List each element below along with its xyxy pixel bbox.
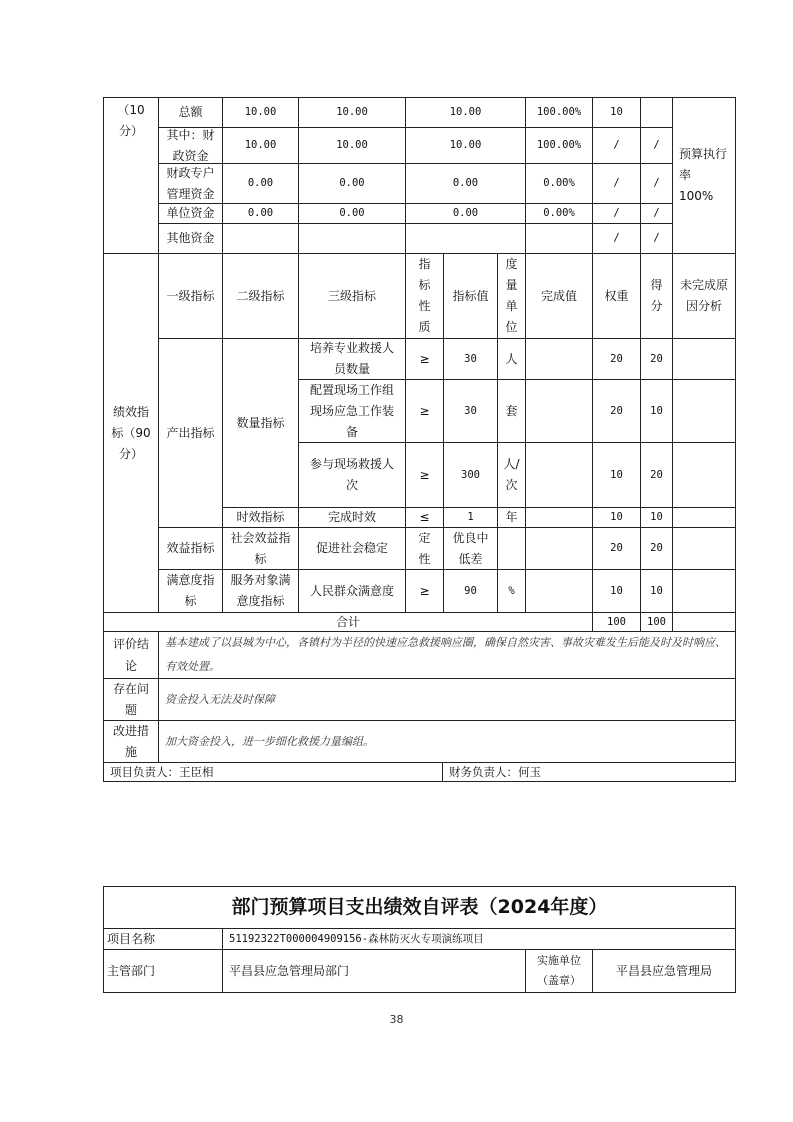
indicator-reason (672, 379, 736, 443)
indicator-weight: 20 (592, 379, 641, 443)
indicator-name: 培养专业救援人员数量 (298, 338, 406, 380)
budget-annual: 0.00 (222, 203, 299, 224)
indicator-nature: ≥ (405, 569, 444, 613)
indicator-nature: ≥ (405, 338, 444, 380)
budget-row-label: 单位资金 (158, 203, 223, 224)
budget-executed: 10.00 (405, 127, 526, 164)
perf-side-label: 绩效指标（90分） (103, 253, 159, 613)
budget-score: / (640, 127, 673, 164)
header-level3: 三级指标 (298, 253, 406, 339)
header-unit: 度量单位 (497, 253, 526, 339)
indicator-name: 促进社会稳定 (298, 527, 406, 570)
indicator-value: 30 (443, 338, 498, 380)
header-reason: 未完成原因分析 (672, 253, 736, 339)
indicator-weight: 20 (592, 527, 641, 570)
indicator-reason (672, 527, 736, 570)
total-weight: 100 (592, 612, 641, 632)
indicator-score: 20 (640, 338, 673, 380)
indicator-name: 参与现场救援人次 (298, 442, 406, 508)
budget-row-label: 财政专户管理资金 (158, 163, 223, 204)
group-satisfaction: 满意度指标 (158, 569, 223, 613)
group-service: 服务对象满意度指标 (222, 569, 299, 613)
problem-label: 存在问题 (103, 678, 159, 721)
budget-weight: / (592, 163, 641, 204)
budget-full-year: 0.00 (298, 203, 406, 224)
budget-rate: 0.00% (525, 163, 593, 204)
indicator-name: 完成时效 (298, 507, 406, 528)
budget-executed: 0.00 (405, 203, 526, 224)
impl-value: 平昌县应急管理局 (592, 949, 736, 993)
indicator-score: 10 (640, 507, 673, 528)
indicator-done (525, 338, 593, 380)
improve-text: 加大资金投入，进一步细化救援力量编组。 (158, 720, 736, 763)
header-value: 指标值 (443, 253, 498, 339)
group-timeliness: 时效指标 (222, 507, 299, 528)
budget-full-year (298, 223, 406, 254)
indicator-weight: 10 (592, 507, 641, 528)
indicator-value: 1 (443, 507, 498, 528)
budget-full-year: 10.00 (298, 97, 406, 128)
budget-executed: 10.00 (405, 97, 526, 128)
indicator-done (525, 569, 593, 613)
budget-row-label: 其中：财政资金 (158, 127, 223, 164)
budget-rate: 100.00% (525, 97, 593, 128)
budget-full-year: 10.00 (298, 127, 406, 164)
indicator-score: 10 (640, 379, 673, 443)
indicator-unit: % (497, 569, 526, 613)
indicator-nature: ≤ (405, 507, 444, 528)
conclusion-label: 评价结论 (103, 631, 159, 679)
finance-lead: 财务负责人：何玉 (442, 762, 736, 782)
indicator-reason (672, 442, 736, 508)
indicator-score: 20 (640, 442, 673, 508)
budget-annual: 10.00 (222, 127, 299, 164)
total-label: 合计 (103, 612, 593, 632)
indicator-value: 90 (443, 569, 498, 613)
form-title: 部门预算项目支出绩效自评表（2024年度） (103, 886, 736, 929)
group-quantity: 数量指标 (222, 338, 299, 508)
budget-score: / (640, 223, 673, 254)
budget-row-label: 其他资金 (158, 223, 223, 254)
budget-full-year: 0.00 (298, 163, 406, 204)
page-number: 38 (389, 1013, 404, 1026)
header-level1: 一级指标 (158, 253, 223, 339)
improve-label: 改进措施 (103, 720, 159, 763)
indicator-value: 300 (443, 442, 498, 508)
indicator-nature: ≥ (405, 442, 444, 508)
group-benefit: 效益指标 (158, 527, 223, 570)
dept-value: 平昌县应急管理局部门 (222, 949, 526, 993)
header-score: 得分 (640, 253, 673, 339)
header-level2: 二级指标 (222, 253, 299, 339)
budget-rate: 0.00% (525, 203, 593, 224)
group-output: 产出指标 (158, 338, 223, 528)
header-done: 完成值 (525, 253, 593, 339)
indicator-score: 20 (640, 527, 673, 570)
conclusion-text: 基本建成了以县城为中心，各镇村为半径的快速应急救援响应圈，确保自然灾害、事故灾难发生后能及时及时响应、有效处置。 (158, 631, 736, 679)
budget-weight: / (592, 203, 641, 224)
dept-label: 主管部门 (103, 949, 223, 993)
problem-text: 资金投入无法及时保障 (158, 678, 736, 721)
budget-score: / (640, 163, 673, 204)
budget-annual (222, 223, 299, 254)
group-social: 社会效益指标 (222, 527, 299, 570)
project-name-label: 项目名称 (103, 928, 223, 950)
indicator-reason (672, 569, 736, 613)
indicator-weight: 10 (592, 442, 641, 508)
budget-side-label: （10 分） (103, 97, 159, 254)
total-score: 100 (640, 612, 673, 632)
budget-annual: 0.00 (222, 163, 299, 204)
indicator-value: 优良中低差 (443, 527, 498, 570)
indicator-done (525, 379, 593, 443)
budget-execution-note: 预算执行率 100% (672, 97, 736, 254)
indicator-done (525, 442, 593, 508)
indicator-nature: 定性 (405, 527, 444, 570)
indicator-unit: 年 (497, 507, 526, 528)
indicator-unit (497, 527, 526, 570)
indicator-done (525, 507, 593, 528)
total-reason (672, 612, 736, 632)
project-name: 51192322T000004909156-森林防灭火专项演练项目 (222, 928, 736, 950)
indicator-unit: 套 (497, 379, 526, 443)
header-nature: 指标性质 (405, 253, 444, 339)
impl-label: 实施单位（盖章） (525, 949, 593, 993)
indicator-weight: 20 (592, 338, 641, 380)
budget-row-label: 总额 (158, 97, 223, 128)
indicator-score: 10 (640, 569, 673, 613)
budget-annual: 10.00 (222, 97, 299, 128)
indicator-done (525, 527, 593, 570)
indicator-unit: 人/次 (497, 442, 526, 508)
indicator-reason (672, 338, 736, 380)
budget-rate: 100.00% (525, 127, 593, 164)
indicator-unit: 人 (497, 338, 526, 380)
budget-executed: 0.00 (405, 163, 526, 204)
indicator-value: 30 (443, 379, 498, 443)
project-lead: 项目负责人：王臣相 (103, 762, 443, 782)
budget-weight: / (592, 223, 641, 254)
indicator-nature: ≥ (405, 379, 444, 443)
budget-weight: / (592, 127, 641, 164)
budget-rate (525, 223, 593, 254)
budget-executed (405, 223, 526, 254)
budget-score: / (640, 203, 673, 224)
header-weight: 权重 (592, 253, 641, 339)
budget-weight: 10 (592, 97, 641, 128)
indicator-reason (672, 507, 736, 528)
indicator-weight: 10 (592, 569, 641, 613)
indicator-name: 人民群众满意度 (298, 569, 406, 613)
budget-score (640, 97, 673, 128)
indicator-name: 配置现场工作组现场应急工作装备 (298, 379, 406, 443)
